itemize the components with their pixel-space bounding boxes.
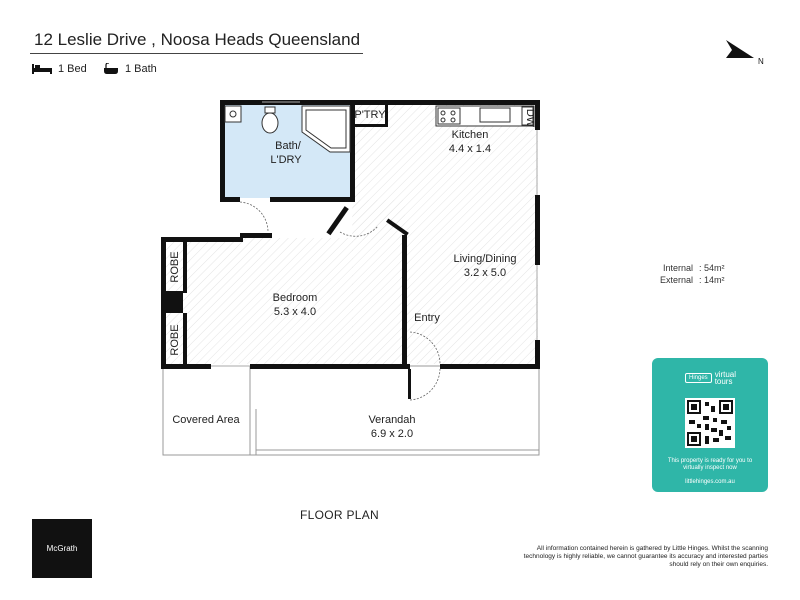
address-title: 12 Leslie Drive , Noosa Heads Queensland <box>34 30 361 49</box>
hinges-badge: Hinges <box>685 373 712 383</box>
virtual-tour-subtitle: tours <box>714 377 733 386</box>
pantry-label: P'TRY <box>354 109 386 121</box>
bedroom-floor <box>163 238 353 364</box>
virtual-tour-url[interactable]: littlehinges.com.au <box>685 479 735 485</box>
virtual-tour-card[interactable] <box>652 358 768 492</box>
kitchen-bench <box>436 106 534 126</box>
entry-label: Entry <box>414 312 440 324</box>
kitchen-name: Kitchen <box>451 129 489 141</box>
internal-label: Internal <box>663 263 694 273</box>
brand-logo: McGrath <box>32 519 92 578</box>
disclaimer-text: All information contained herein is gathered by Little Hinges. Whilst the scanning technology is highly reliable, we cannot guarantee its accuracy and interested parties should rely on their own enquiries. <box>523 545 768 568</box>
qr-code-icon[interactable] <box>685 398 735 448</box>
dishwasher-label: DW <box>524 108 536 128</box>
beds-count: 1 Bed <box>58 63 87 75</box>
laundry-name: L'DRY <box>270 154 302 166</box>
virtual-tour-text: This property is ready for you to virtually inspect now <box>667 458 753 471</box>
robe-2-label: ROBE <box>169 324 181 356</box>
hall-floor <box>353 200 405 240</box>
virtual-tour-logo <box>685 371 736 385</box>
living-name: Living/Dining <box>453 253 517 265</box>
bath-name: Bath/ <box>275 140 301 152</box>
floor-plan-caption: FLOOR PLAN <box>300 508 380 522</box>
covered-area-label: Covered Area <box>172 414 240 426</box>
internal-value: : 54m² <box>699 263 725 273</box>
baths-count: 1 Bath <box>125 63 157 75</box>
living-dimensions: 3.2 x 5.0 <box>463 267 507 279</box>
external-label: External <box>660 275 694 285</box>
verandah-name: Verandah <box>368 414 416 426</box>
verandah-dimensions: 6.9 x 2.0 <box>370 428 414 440</box>
robe-1-label: ROBE <box>169 251 181 283</box>
compass-label: N <box>758 57 764 66</box>
external-value: : 14m² <box>699 275 725 285</box>
bedroom-dimensions: 5.3 x 4.0 <box>273 306 317 318</box>
bedroom-name: Bedroom <box>272 292 318 304</box>
virtual-tour-title: virtual <box>714 370 737 379</box>
kitchen-dimensions: 4.4 x 1.4 <box>448 143 492 155</box>
verandah-outline <box>163 366 539 455</box>
